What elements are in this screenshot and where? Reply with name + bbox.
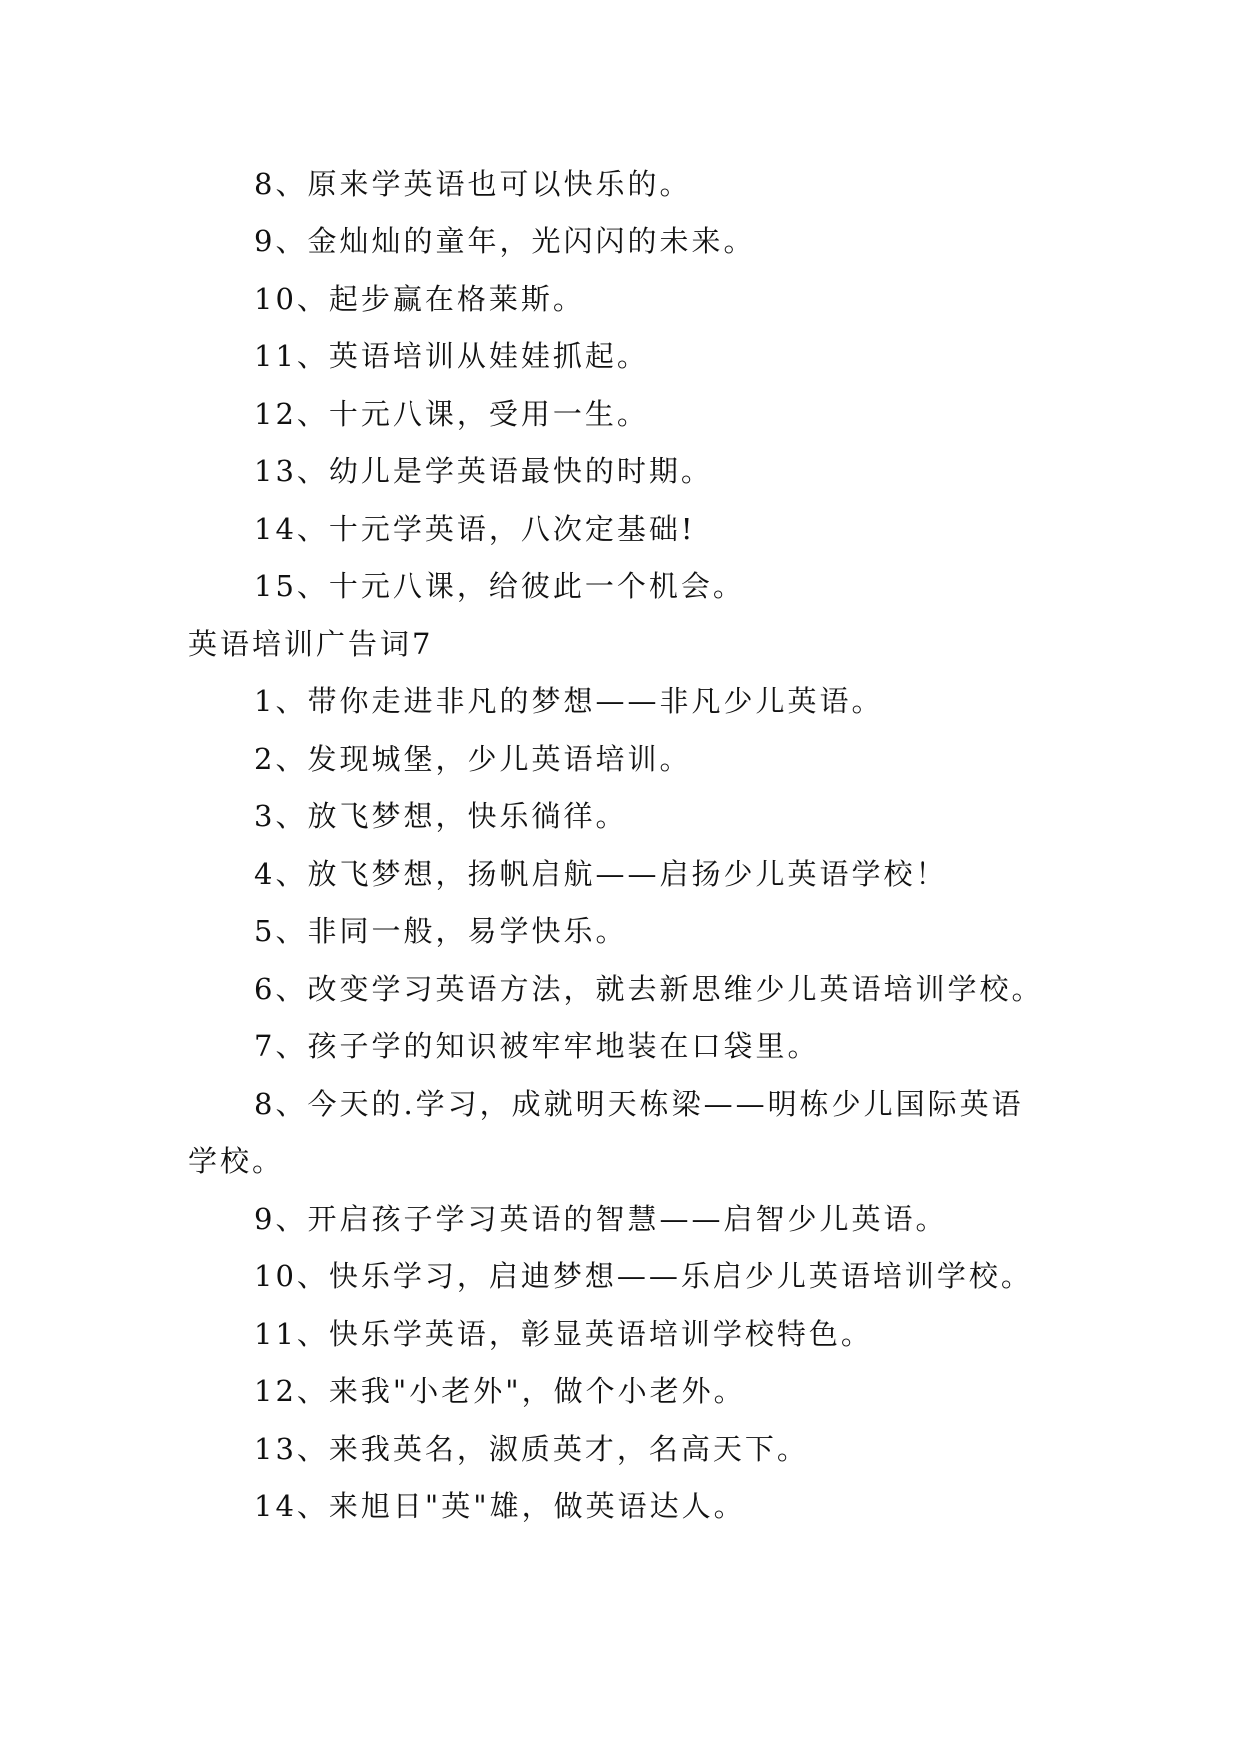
slogan-line: 11、快乐学英语，彰显英语培训学校特色。 [254, 1317, 873, 1351]
slogan-line: 10、快乐学习，启迪梦想——乐启少儿英语培训学校。 [254, 1259, 1033, 1293]
slogan-line: 9、开启孩子学习英语的智慧——启智少儿英语。 [254, 1202, 948, 1236]
slogan-line: 8、今天的.学习，成就明天栋梁——明栋少儿国际英语 [254, 1087, 1024, 1121]
slogan-line: 14、来旭日"英"雄，做英语达人。 [254, 1489, 746, 1523]
slogan-line: 15、十元八课，给彼此一个机会。 [254, 569, 745, 603]
slogan-line: 9、金灿灿的童年，光闪闪的未来。 [254, 224, 756, 258]
slogan-line: 11、英语培训从娃娃抓起。 [254, 339, 649, 373]
slogan-line: 3、放飞梦想，快乐徜徉。 [254, 799, 628, 833]
slogan-line: 12、来我"小老外"，做个小老外。 [254, 1374, 746, 1408]
slogan-line: 8、原来学英语也可以快乐的。 [254, 167, 692, 201]
slogan-line: 10、起步赢在格莱斯。 [254, 282, 585, 316]
slogan-line: 12、十元八课，受用一生。 [254, 397, 649, 431]
slogan-line: 13、来我英名，淑质英才，名高天下。 [254, 1432, 809, 1466]
slogan-line: 13、幼儿是学英语最快的时期。 [254, 454, 713, 488]
section-heading: 英语培训广告词7 [188, 627, 434, 661]
slogan-line: 4、放飞梦想，扬帆启航——启扬少儿英语学校！ [254, 857, 948, 891]
slogan-line: 5、非同一般，易学快乐。 [254, 914, 628, 948]
slogan-line: 14、十元学英语，八次定基础! [254, 512, 696, 546]
slogan-line: 7、孩子学的知识被牢牢地装在口袋里。 [254, 1029, 820, 1063]
slogan-line: 1、带你走进非凡的梦想——非凡少儿英语。 [254, 684, 884, 718]
slogan-line: 6、改变学习英语方法，就去新思维少儿英语培训学校。 [254, 972, 1044, 1006]
slogan-line-continuation: 学校。 [188, 1144, 285, 1178]
slogan-line: 2、发现城堡，少儿英语培训。 [254, 742, 692, 776]
